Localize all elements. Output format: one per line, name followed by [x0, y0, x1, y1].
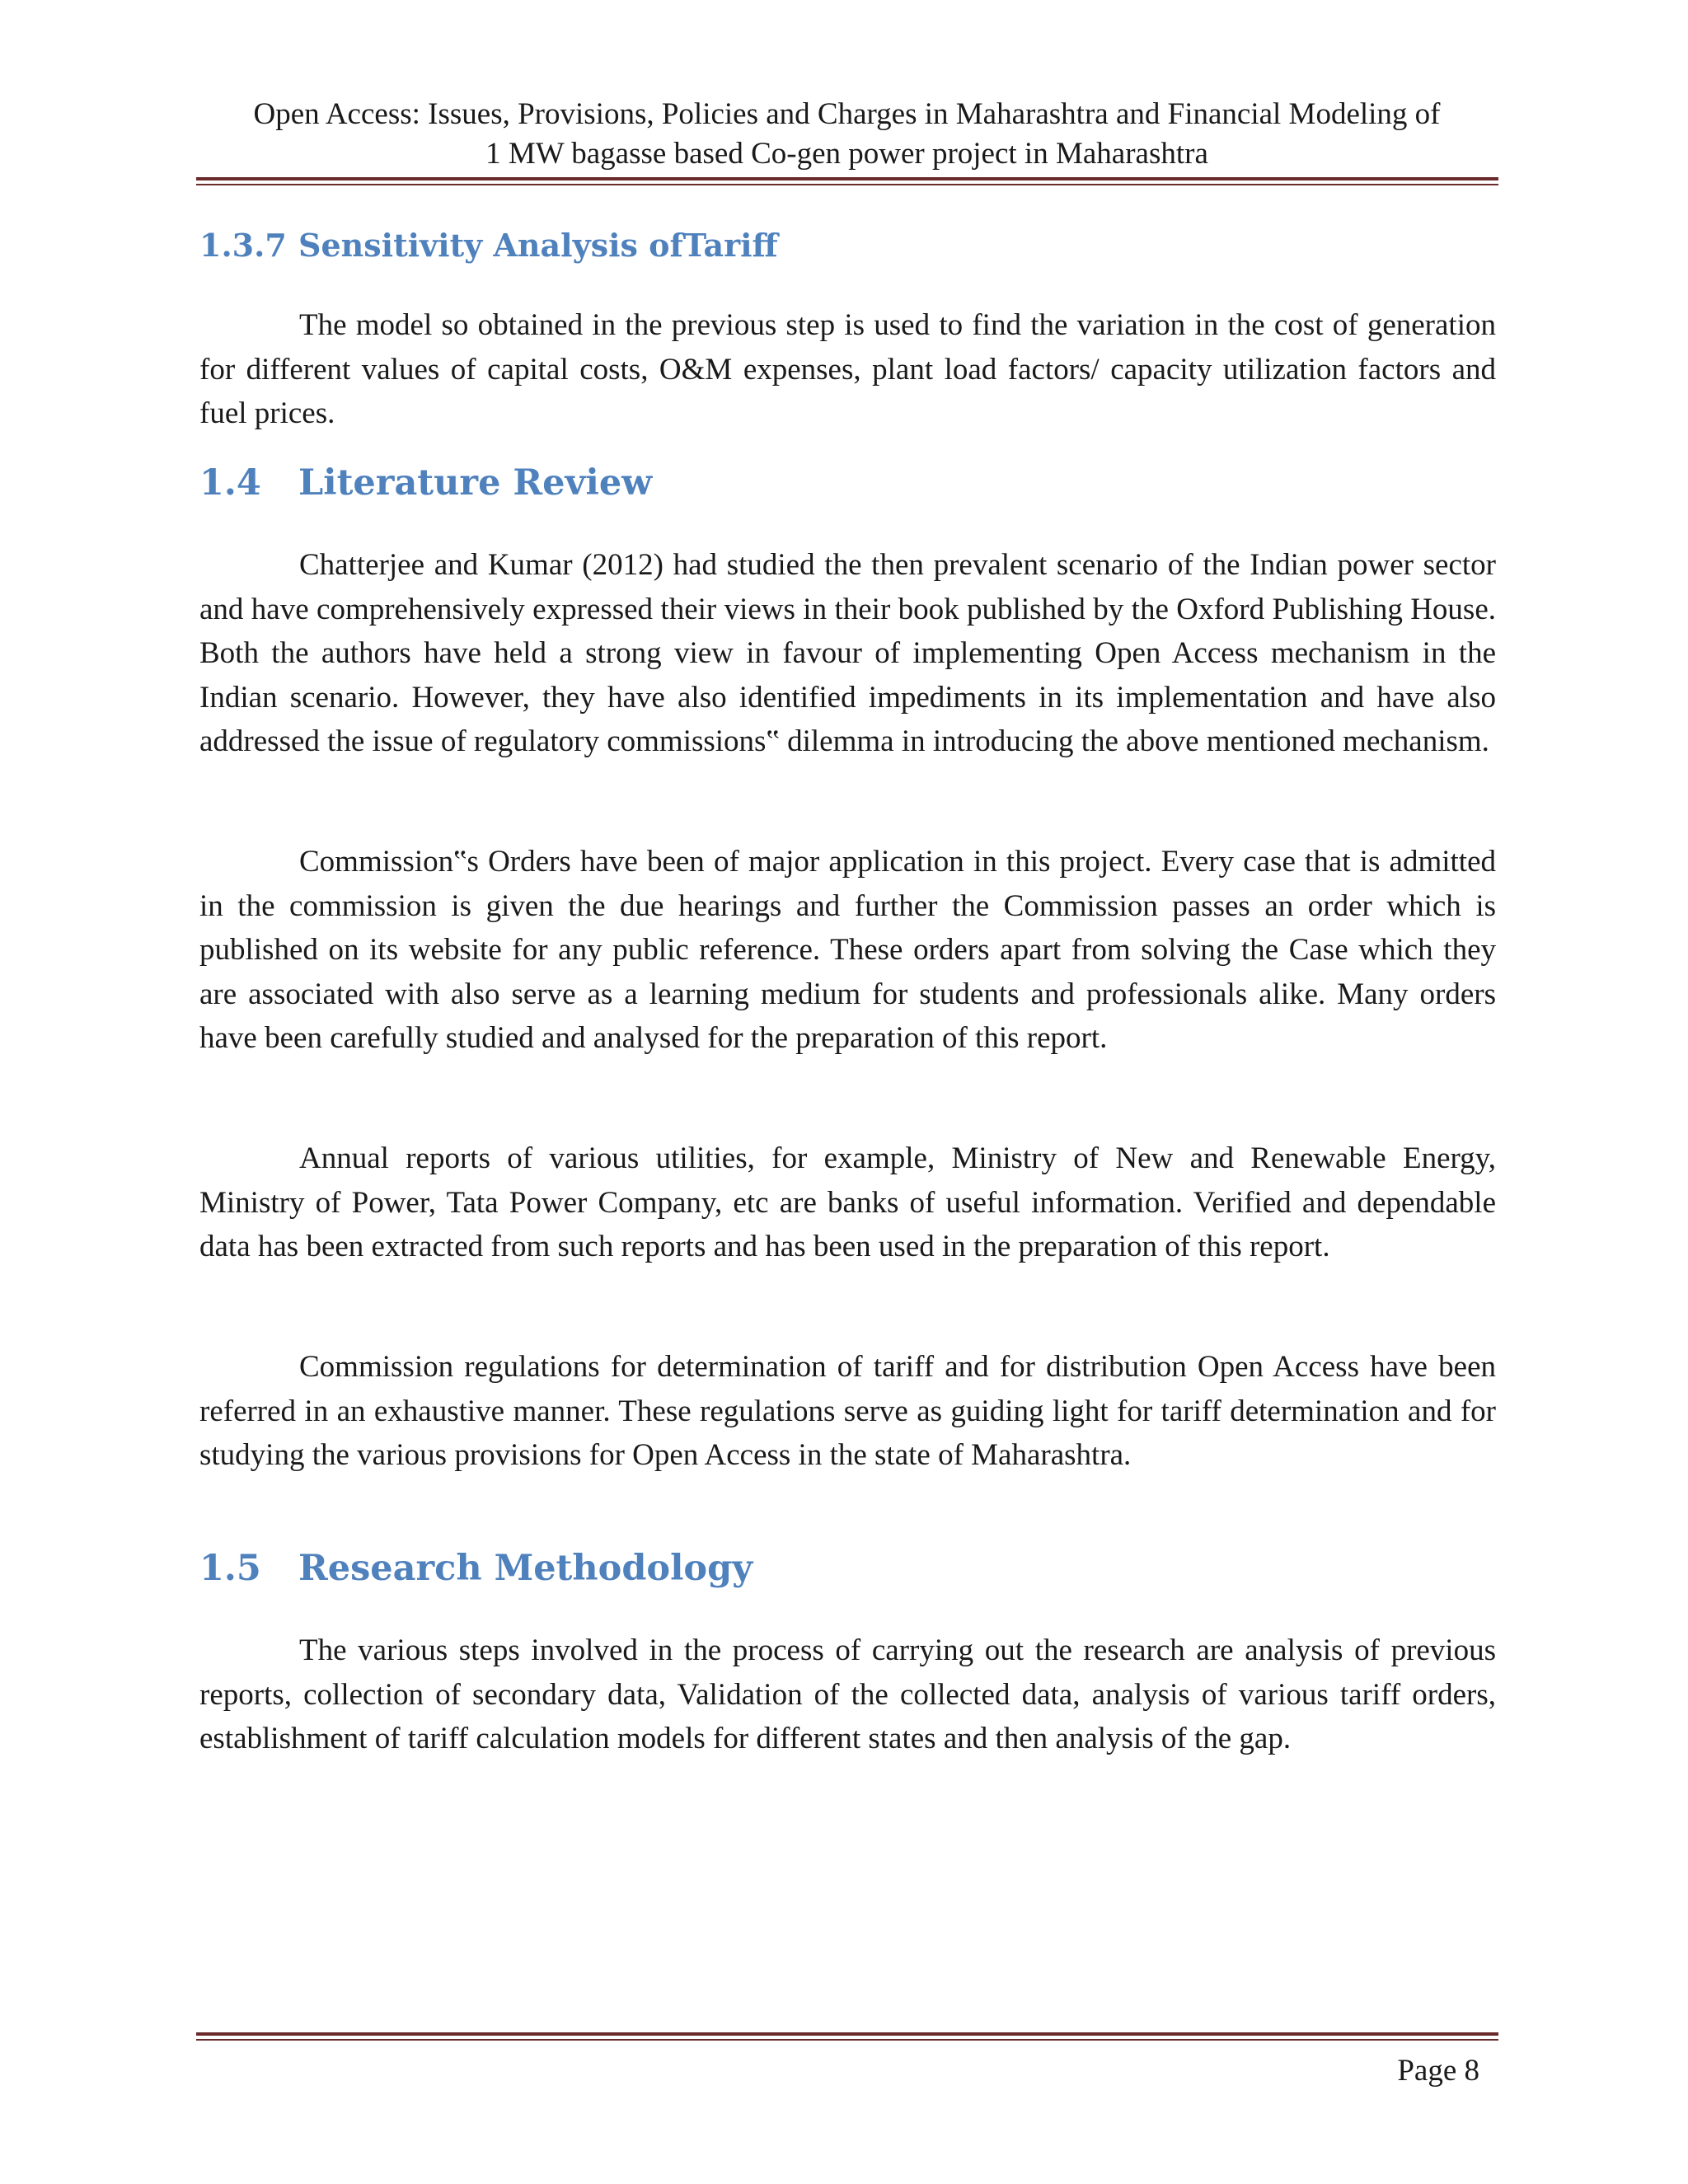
header-rule-thick [196, 177, 1498, 180]
section-title: Sensitivity Analysis ofTariff [298, 227, 778, 264]
footer-rule-thin [196, 2039, 1498, 2041]
paragraph: Commission‟s Orders have been of major application in this project. Every case that is admitted in the commission is given the due hearings and further the Commission passes an order which is published on its website for any public reference. These orders apart from solving the Case which they are associated with also serve as a learning medium for students and professionals alike. Many orders have been carefully studied and analysed for the preparation of this report. [199, 845, 1496, 1055]
paragraph: Commission regulations for determination of tariff and for distribution Open Access have been referred in an exhaustive manner. These regulations serve as guiding light for tariff determination and for studying the various provisions for Open Access in the state of Maharashtra. [199, 1350, 1496, 1472]
running-header-line-2: 1 MW bagasse based Co-gen power project in Maharashtra [485, 137, 1208, 171]
page-number: Page 8 [1397, 2054, 1479, 2088]
paragraph: The various steps involved in the process of carrying out the research are analysis of previous reports, collection of secondary data, Validation of the collected data, analysis of various tariff orders, establishment of tariff calculation models for different states and then analysis of the gap. [199, 1633, 1496, 1755]
paragraph: The model so obtained in the previous step is used to find the variation in the cost of generation for different values of capital costs, O&M expenses, plant load factors/ capacity utilization factors and fuel prices. [199, 308, 1496, 430]
section-title: Research Methodology [298, 1548, 753, 1589]
section-heading-1-5 [199, 1548, 753, 1589]
section-number: 1.3.7 [199, 227, 287, 264]
section-heading-1-3-7 [199, 227, 778, 264]
paragraph: Chatterjee and Kumar (2012) had studied the then prevalent scenario of the Indian power sector and have comprehensively expressed their views in their book published by the Oxford Publishing House. Both the authors have held a strong view in favour of implementing Open Access mechanism in the Indian scenario. However, they have also identified impediments in its implementation and have also addressed the issue of regulatory commissions‟ dilemma in introducing the above mentioned mechanism. [199, 548, 1496, 758]
running-header [198, 95, 1496, 174]
footer-rule-thick [196, 2032, 1498, 2036]
running-header-line-1: Open Access: Issues, Provisions, Policies and Charges in Maharashtra and Financial Modeling of [253, 97, 1441, 131]
section-title: Literature Review [298, 462, 653, 504]
section-heading-1-4 [199, 462, 652, 504]
section-number: 1.4 [199, 462, 261, 504]
paragraph: Annual reports of various utilities, for example, Ministry of New and Renewable Energy, Ministry of Power, Tata Power Company, etc are banks of useful information. Verified and dependable data has been extracted from such reports and has been used in the preparation of this report. [199, 1141, 1496, 1263]
header-rule-thin [196, 184, 1498, 185]
section-number: 1.5 [199, 1548, 261, 1589]
